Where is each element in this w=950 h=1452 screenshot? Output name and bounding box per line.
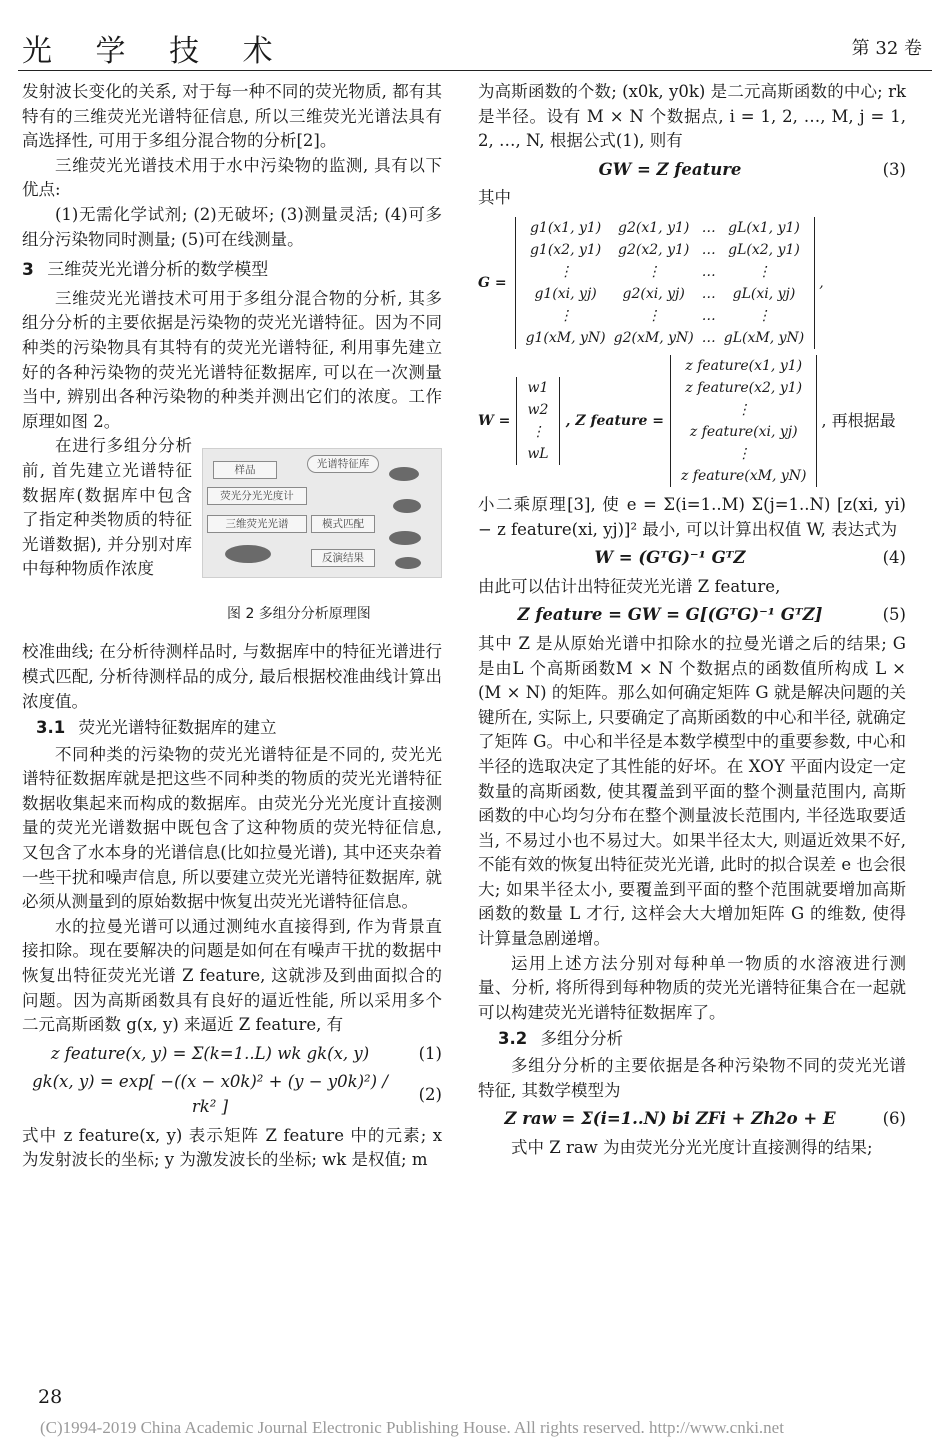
matrix-comma: , bbox=[819, 274, 824, 291]
matrix-cell: g2(x2, y1) bbox=[618, 241, 690, 258]
figure-2-diagram bbox=[202, 448, 442, 578]
matrix-bracket bbox=[516, 377, 559, 465]
matrix-cell: g2(xi, yj) bbox=[622, 285, 685, 302]
box-sample: 样品 bbox=[213, 461, 277, 479]
matrix-row bbox=[677, 443, 810, 465]
paragraph: 水的拉曼光谱可以通过测纯水直接得到, 作为背景直接扣除。现在要解决的问题是如何在有噪声干扰的数据中恢复出特征荧光光谱 Z feature, 这就涉及到曲面拟合的问题。因为高斯函数具有良好的逼近性能, 所以采用多个二元高斯函数 g(x, y) 来逼近 Z feature, 有 bbox=[22, 916, 442, 1035]
section-title: 荧光光谱特征数据库的建立 bbox=[78, 718, 277, 738]
matrix-cell: z feature(x2, y1) bbox=[685, 379, 803, 396]
matrix-cell: gL(xi, yj) bbox=[732, 285, 796, 302]
section-number: 3.2 bbox=[498, 1029, 528, 1049]
equation-5 bbox=[478, 603, 906, 628]
matrix-cell: g1(x1, y1) bbox=[529, 219, 602, 236]
box-database: 光谱特征库 bbox=[307, 455, 379, 473]
matrix-cell: gL(x2, y1) bbox=[728, 241, 800, 258]
equation-2 bbox=[22, 1070, 442, 1119]
paragraph: 式中 Z raw 为由荧光分光光度计直接测得的结果; bbox=[511, 1137, 873, 1157]
matrix-w-table bbox=[523, 377, 552, 465]
spectrum-thumbnail bbox=[225, 545, 271, 563]
matrix-cell: … bbox=[701, 285, 716, 302]
equation-6 bbox=[478, 1107, 906, 1132]
page-number: 28 bbox=[38, 1386, 63, 1408]
box-3d-spectrum: 三维荧光光谱 bbox=[207, 515, 307, 533]
section-number: 3.1 bbox=[36, 718, 66, 738]
matrix-row bbox=[522, 327, 809, 349]
paragraph: 校准曲线; 在分析待测样品时, 与数据库中的特征光谱进行模式匹配, 分析待测样品的成分, 最后根据校准曲线计算出浓度值。 bbox=[22, 642, 442, 711]
equation-body: gk(x, y) = exp[ −((x − x0k)² + (y − y0k)²) / rk² ] bbox=[32, 1072, 388, 1116]
matrix-cell: gL(x1, y1) bbox=[728, 219, 800, 236]
paragraph: 为高斯函数的个数; (x0k, y0k) 是二元高斯函数的中心; rk 是半径。设有 M × N 个数据点, i = 1, 2, …, M, j = 1, 2, …, N, 根据公式(1), 则有 bbox=[478, 82, 906, 151]
matrix-cell: … bbox=[701, 263, 716, 280]
equation-tag: (6) bbox=[882, 1109, 906, 1129]
matrix-label: G = bbox=[478, 274, 507, 291]
spectrum-thumbnail bbox=[393, 499, 421, 513]
matrix-cell: ⋮ bbox=[530, 423, 545, 440]
spectrum-thumbnail bbox=[389, 531, 421, 545]
matrix-row bbox=[523, 443, 552, 465]
matrix-cell: ⋮ bbox=[646, 263, 661, 280]
matrix-cell: z feature(xM, yN) bbox=[681, 467, 807, 484]
box-instrument: 荧光分光光度计 bbox=[207, 487, 307, 505]
paragraph: 由此可以估计出特征荧光光谱 Z feature, bbox=[478, 576, 781, 596]
paragraph: 多组分分析的主要依据是各种污染物不同的荧光光谱特征, 其数学模型为 bbox=[478, 1056, 906, 1100]
figure-caption: 图 2 多组分分析原理图 bbox=[227, 606, 371, 623]
equation-body: Z raw = Σ(i=1..N) bi ZFi + Zh2o + E bbox=[504, 1109, 836, 1129]
matrix-cell: gL(xM, yN) bbox=[723, 329, 805, 346]
box-pattern-match: 模式匹配 bbox=[311, 515, 375, 533]
matrix-cell: ⋮ bbox=[736, 401, 751, 418]
matrix-row bbox=[522, 283, 809, 305]
matrix-row bbox=[522, 305, 809, 327]
equation-3 bbox=[478, 158, 906, 183]
equation-1 bbox=[22, 1042, 442, 1067]
inline-text: , 再根据最 bbox=[821, 410, 896, 430]
matrix-cell: g1(xi, yj) bbox=[534, 285, 597, 302]
equation-body: Z feature = GW = G[(GᵀG)⁻¹ GᵀZ] bbox=[517, 605, 823, 625]
matrix-cell: z feature(x1, y1) bbox=[685, 357, 803, 374]
matrix-cell: z feature(xi, yj) bbox=[689, 423, 798, 440]
matrix-cell: … bbox=[701, 219, 716, 236]
section-heading-3-1 bbox=[22, 716, 442, 741]
paragraph: 其中 bbox=[478, 188, 511, 208]
equation-4 bbox=[478, 546, 906, 571]
matrix-row bbox=[677, 377, 810, 399]
section-title: 三维荧光光谱分析的数学模型 bbox=[47, 260, 269, 281]
matrix-cell: g1(x2, y1) bbox=[529, 241, 602, 258]
matrix-row bbox=[522, 239, 809, 261]
matrix-row bbox=[523, 399, 552, 421]
figure-wrap bbox=[22, 434, 442, 640]
matrix-cell: ⋮ bbox=[736, 445, 751, 462]
equation-tag: (1) bbox=[418, 1043, 442, 1063]
matrix-cell: ⋮ bbox=[756, 263, 771, 280]
matrix-row bbox=[523, 377, 552, 399]
journal-title: 光 学 技 术 bbox=[22, 34, 290, 69]
matrix-cell: ⋮ bbox=[558, 263, 573, 280]
spectrum-thumbnail bbox=[389, 467, 419, 481]
matrix-label: W = bbox=[478, 412, 511, 429]
matrix-row bbox=[677, 465, 810, 487]
copyright-footer: (C)1994-2019 China Academic Journal Electronic Publishing House. All rights reserved. http://www.cnki.net bbox=[40, 1418, 784, 1437]
section-heading-3-2 bbox=[478, 1027, 906, 1052]
matrix-g-table bbox=[522, 217, 809, 349]
section-heading-3 bbox=[22, 258, 442, 283]
paragraph: 小二乘原理[3], 使 e = Σ(i=1..M) Σ(j=1..N) [z(xi, yi) − z feature(xi, yj)]² 最小, 可以计算出权值 W, 表达式为 bbox=[478, 494, 906, 539]
equation-tag: (5) bbox=[882, 605, 906, 625]
paragraph: 式中 z feature(x, y) 表示矩阵 Z feature 中的元素; x 为发射波长的坐标; y 为激发波长的坐标; wk 是权值; m bbox=[22, 1125, 442, 1170]
section-number: 3 bbox=[22, 260, 34, 281]
equation-body: GW = Z feature bbox=[598, 159, 742, 179]
matrix-cell: ⋮ bbox=[558, 307, 573, 324]
right-column bbox=[478, 80, 906, 1160]
paragraph: 三维荧光光谱技术可用于多组分混合物的分析, 其多组分分析的主要依据是污染物的荧光光谱特征。因为不同种类的污染物具有其特有的荧光光谱特征, 利用事先建立好的各种污染物的荧光光谱特征数据库, 可以在一次测量当中, 辨别出各种污染物的种类并测出它们的浓度。工作原理如图 2。 bbox=[22, 288, 442, 431]
matrix-row bbox=[523, 421, 552, 443]
matrix-cell: w1 bbox=[527, 379, 549, 396]
matrix-bracket bbox=[515, 217, 816, 349]
paragraph: 三维荧光光谱技术用于水中污染物的监测, 具有以下优点: bbox=[22, 155, 442, 200]
header-rule bbox=[18, 70, 932, 71]
paragraph: 在进行多组分分析前, 首先建立光谱特征数据库(数据库中包含了指定种类物质的特征光谱数据), 并分别对库中每种物质作浓度 bbox=[22, 436, 192, 579]
matrix-cell: … bbox=[701, 307, 716, 324]
matrix-z-table bbox=[677, 355, 810, 487]
paragraph: 运用上述方法分别对每种单一物质的水溶液进行测量、分析, 将所得到每种物质的荧光光谱特征集合在一起就可以构建荧光光谱特征数据库了。 bbox=[478, 953, 906, 1022]
spectrum-thumbnail bbox=[395, 557, 421, 569]
paragraph: 不同种类的污染物的荧光光谱特征是不同的, 荧光光谱特征数据库就是把这些不同种类的物质的荧光光谱特征数据收集起来而构成的数据库。由荧光分光光度计直接测量的荧光光谱数据中既包含了这种物质的荧光特征信息, 又包含了水本身的光谱信息(比如拉曼光谱), 其中还夹杂着一些干扰和噪声信息, 所以要建立荧光光谱特征数据库, 就必须从测量到的原始数据中恢复出荧光光谱特征信息。 bbox=[22, 744, 442, 912]
matrix-row bbox=[677, 355, 810, 377]
matrix-cell: g2(x1, y1) bbox=[618, 219, 690, 236]
matrix-cell: wL bbox=[527, 445, 549, 462]
matrix-cell: … bbox=[701, 241, 716, 258]
matrix-cell: g1(xM, yN) bbox=[525, 329, 606, 346]
matrix-row bbox=[522, 261, 809, 283]
equation-tag: (3) bbox=[882, 159, 906, 179]
equation-body: W = (GᵀG)⁻¹ GᵀZ bbox=[594, 548, 746, 568]
left-column bbox=[22, 80, 442, 1173]
matrix-cell: w2 bbox=[527, 401, 549, 418]
matrix-cell: ⋮ bbox=[646, 307, 661, 324]
box-result: 反演结果 bbox=[311, 549, 375, 567]
equation-tag: (4) bbox=[882, 548, 906, 568]
matrix-row bbox=[677, 421, 810, 443]
equation-tag: (2) bbox=[418, 1084, 442, 1104]
matrix-w-z bbox=[478, 355, 906, 487]
section-title: 多组分分析 bbox=[540, 1029, 623, 1049]
matrix-row bbox=[677, 399, 810, 421]
paragraph: 发射波长变化的关系, 对于每一种不同的荧光物质, 都有其特有的三维荧光光谱特征信息, 所以三维荧光光谱法具有高选择性, 可用于多组分混合物的分析[2]。 bbox=[22, 82, 442, 151]
matrix-cell: g2(xM, yN) bbox=[613, 329, 694, 346]
matrix-cell: … bbox=[701, 329, 716, 346]
paragraph: 其中 Z 是从原始光谱中扣除水的拉曼光谱之后的结果; G 是由L 个高斯函数M × N 个数据点的函数值所构成 L × (M × N) 的矩阵。那么如何确定矩阵 G 就是解决问题的关键所在, 实际上, 只要确定了高斯函数的中心和半径, 就确定了矩阵 G。中心和半径是本数学模型中的重要参数, 中心和半径的选取决定了其性能的好坏。在 XOY 平面内设定一定数量的高斯函数, 使其覆盖到平面的整个测量范围内, 高斯函数的中心均匀分布在整个测量波长范围内, 半径选取要适当, 不易过小也不易过大。如果半径太大, 则逼近效果不好, 不能有效的恢复出特征荧光光谱, 此时的拟合误差 e 也会很大; 如果半径太小, 要覆盖到平面的整个范围就要增加高斯函数的数量 L 才行, 这样会大大增加矩阵 G 的维数, 使得计算量急剧递增。 bbox=[478, 633, 906, 949]
matrix-row bbox=[522, 217, 809, 239]
matrix-label: , Z feature = bbox=[565, 412, 664, 429]
paragraph: (1)无需化学试剂; (2)无破坏; (3)测量灵活; (4)可多组分污染物同时测量; (5)可在线测量。 bbox=[22, 204, 442, 249]
matrix-bracket bbox=[670, 355, 817, 487]
volume-label: 第 32 卷 bbox=[851, 38, 922, 59]
equation-body: z feature(x, y) = Σ(k=1..L) wk gk(x, y) bbox=[50, 1043, 370, 1063]
matrix-cell: ⋮ bbox=[756, 307, 771, 324]
matrix-g bbox=[478, 217, 906, 349]
